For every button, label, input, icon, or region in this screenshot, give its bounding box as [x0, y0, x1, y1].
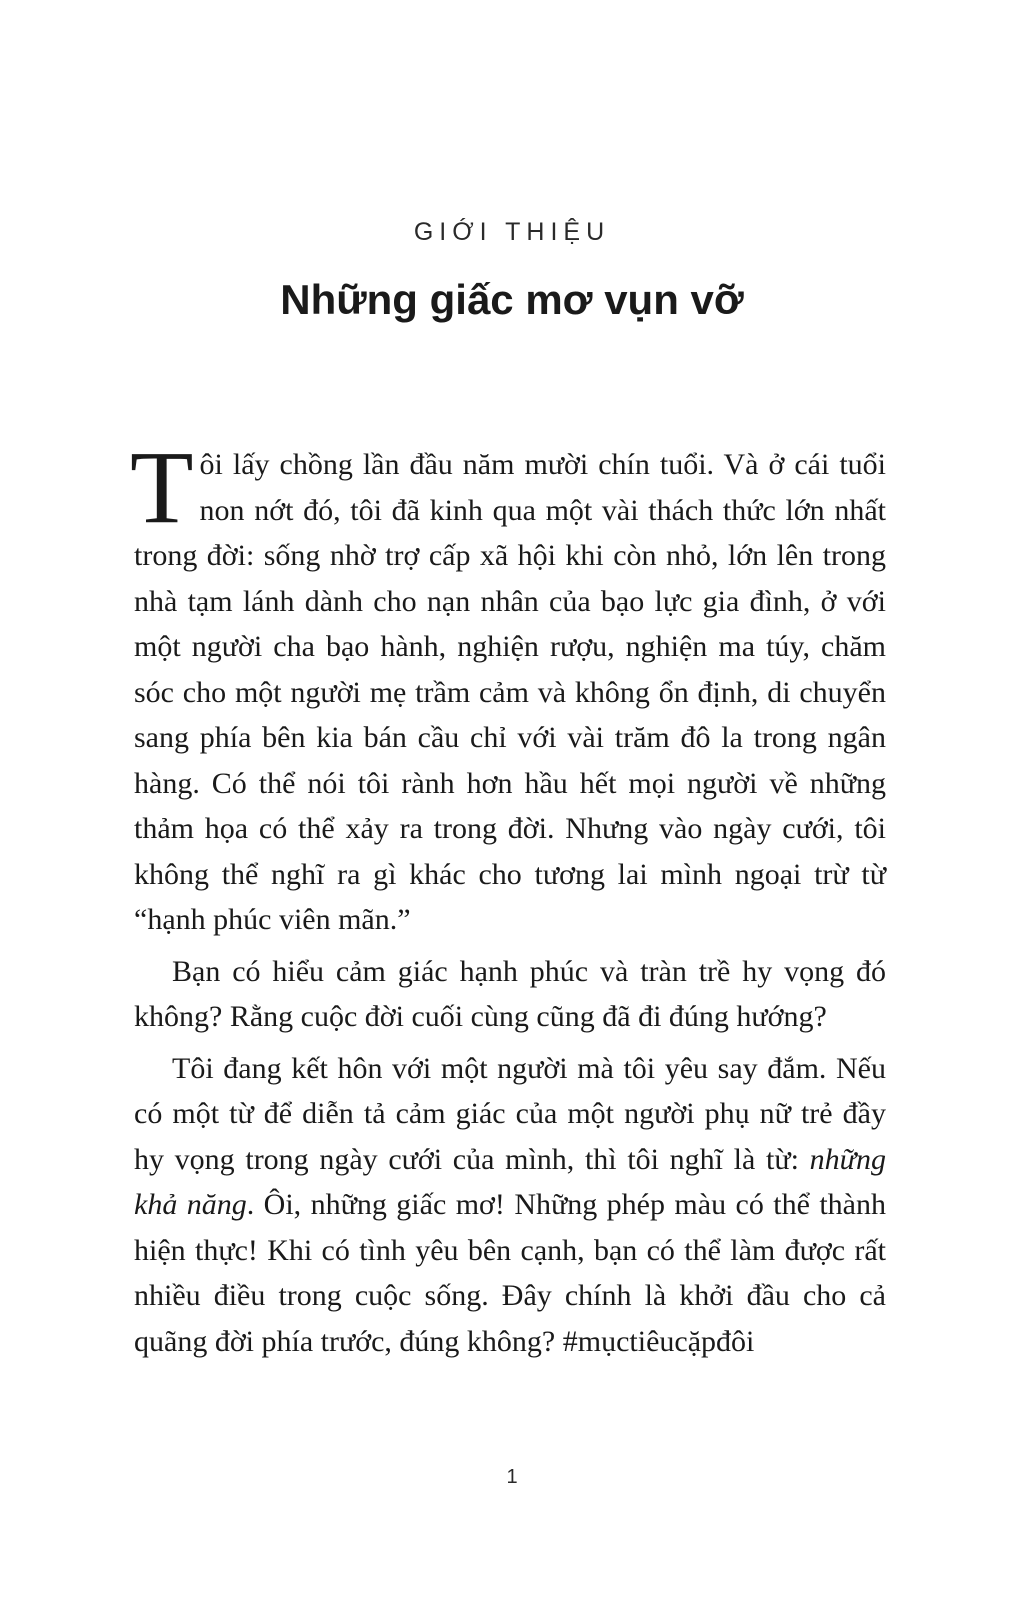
- paragraph-3-text-end: . Ôi, những giấc mơ! Những phép màu có thể thành hiện thực! Khi có tình yêu bên cạnh, bạn có thể làm được rất nhiều điều trong cuộc sống. Đây chính là khởi đầu cho cả quãng đời phía trước, đúng không? #mụctiêucặpđôi: [134, 1188, 886, 1358]
- paragraph-1-text: ôi lấy chồng lần đầu năm mười chín tuổi. Và ở cái tuổi non nớt đó, tôi đã kinh qua một vài thách thức lớn nhất trong đời: sống nhờ trợ cấp xã hội khi còn nhỏ, lớn lên trong nhà tạm lánh dành cho nạn nhân của bạo lực gia đình, ở với một người cha bạo hành, nghiện rượu, nghiện ma túy, chăm sóc cho một người mẹ trầm cảm và không ổn định, di chuyển sang phía bên kia bán cầu chỉ với vài trăm đô la trong ngân hàng. Có thể nói tôi rành hơn hầu hết mọi người về những thảm họa có thể xảy ra trong đời. Nhưng vào ngày cưới, tôi không thể nghĩ ra gì khác cho tương lai mình ngoại trừ từ “hạnh phúc viên mãn.”: [134, 448, 886, 936]
- paragraph-3-text-start: Tôi đang kết hôn với một người mà tôi yêu say đắm. Nếu có một từ để diễn tả cảm giác của một người phụ nữ trẻ đầy hy vọng trong ngày cưới của mình, thì tôi nghĩ là từ:: [134, 1051, 886, 1176]
- paragraph-2: Bạn có hiểu cảm giác hạnh phúc và tràn trề hy vọng đó không? Rằng cuộc đời cuối cùng cũng đã đi đúng hướng?: [134, 954, 886, 1033]
- chapter-title: Những giấc mơ vụn vỡ: [280, 276, 744, 323]
- paragraph-3: [134, 1046, 886, 1365]
- paragraph-1: [130, 430, 886, 943]
- drop-cap: T: [130, 430, 194, 545]
- body-text: [130, 430, 886, 1370]
- page-number: 1: [506, 1466, 518, 1488]
- chapter-label: GIỚI THIỆU: [413, 218, 611, 246]
- paragraph-3-italic: những khả năng: [134, 1142, 886, 1221]
